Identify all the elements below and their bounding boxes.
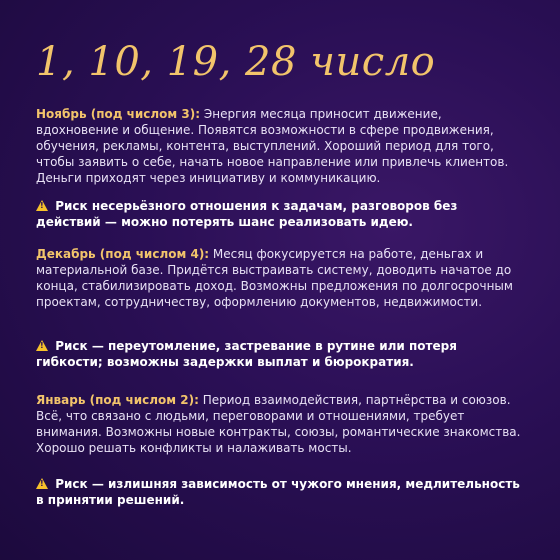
risk-text-january: Риск — излишняя зависимость от чужого мнения, медлительность в принятии решений.: [36, 477, 520, 507]
paragraph-text-november: Энергия месяца приносит движение, вдохновение и общение. Появятся возможности в сфере продвижения, обучения, рекламы, контента, выступлений. Хороший период для того, чтобы заявить о себе, начать новое направление или привлечь клиентов. Деньги приходят через инициативу и коммуникацию.: [36, 107, 509, 185]
risk-text-december: Риск — переутомление, застревание в рутине или потеря гибкости; возможны задержки выплат и бюрократия.: [36, 339, 457, 369]
paragraph-january: [36, 392, 526, 456]
month-heading-november: Ноябрь (под числом 3):: [36, 107, 201, 121]
paragraph-december: [36, 246, 526, 310]
paragraph-text-december: Месяц фокусируется на работе, деньгах и материальной базе. Придётся выстраивать систему, доводить начатое до конца, стабилизировать доход. Возможны предложения по долгосрочным проектам, сотрудничеству, оформлению документов, недвижимости.: [36, 247, 513, 309]
warning-icon: [36, 340, 48, 351]
warning-icon: [36, 200, 48, 211]
paragraph-text-january: Период взаимодействия, партнёрства и союзов. Всё, что связано с людьми, переговорами и отношениями, требует внимания. Возможны новые контракты, союзы, романтические знакомства. Хорошо решать конфликты и налаживать мосты.: [36, 393, 521, 455]
month-heading-december: Декабрь (под числом 4):: [36, 247, 210, 261]
risk-note-december: [36, 338, 526, 370]
risk-text-november: Риск несерьёзного отношения к задачам, разговоров без действий — можно потерять шанс реализовать идею.: [36, 199, 458, 229]
risk-note-january: [36, 476, 526, 508]
risk-note-november: [36, 198, 526, 230]
page-title: 1, 10, 19, 28 число: [36, 39, 436, 85]
paragraph-november: [36, 106, 526, 186]
warning-icon: [36, 478, 48, 489]
month-heading-january: Январь (под числом 2):: [36, 393, 199, 407]
